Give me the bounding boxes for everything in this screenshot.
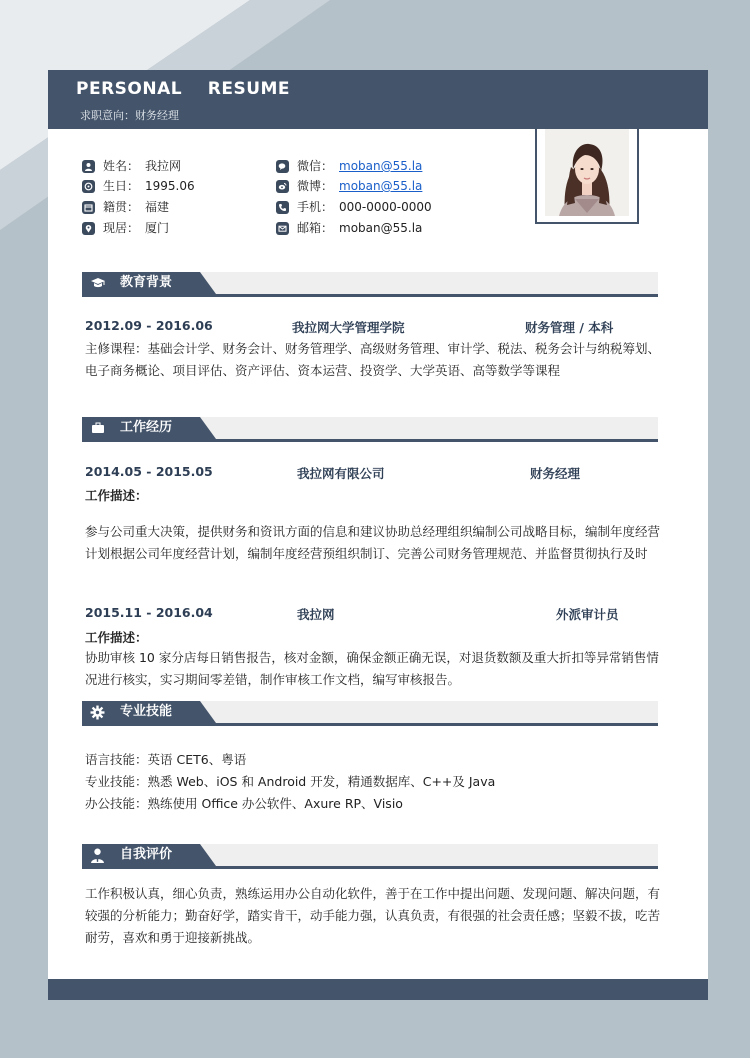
gear-icon [90, 705, 105, 720]
section-title: 教育背景 [120, 275, 173, 290]
info-weibo [276, 178, 422, 194]
person-icon [82, 160, 95, 173]
phone-icon [276, 201, 289, 214]
job-intent-label: 求职意向： [80, 109, 135, 122]
education-row [85, 318, 645, 336]
info-wechat [276, 158, 422, 174]
section-title: 专业技能 [120, 704, 173, 719]
education-period: 2012.09 - 2016.06 [85, 318, 213, 333]
info-value: 我拉网 [145, 159, 182, 173]
info-name [82, 158, 181, 174]
section-header-education [82, 272, 658, 296]
weibo-link[interactable]: moban@55.la [339, 179, 423, 193]
info-label: 姓名： [103, 159, 140, 173]
info-label: 手机： [297, 200, 334, 214]
job-period: 2015.11 - 2016.04 [85, 605, 213, 620]
info-email [276, 220, 422, 236]
job-desc: 参与公司重大决策，提供财务和资讯方面的信息和建议协助总经理组织编制公司战略目标，编制年度经营计划根据公司年度经营计划，编制年度经营预组织制订、完善公司财务管理规范、并监督贯彻执行及时 [85, 524, 661, 561]
info-birthday [82, 178, 195, 194]
skill-item: 语言技能：英语 CET6、粤语 [85, 752, 247, 767]
skill-item: 专业技能：熟悉 Web、iOS 和 Android 开发，精通数据库、C++及 Java [85, 774, 496, 789]
job-position: 财务经理 [530, 466, 581, 481]
section-header-work [82, 417, 658, 441]
skill-item: 办公技能：熟练使用 Office 办公软件、Axure RP、Visio [85, 796, 403, 811]
job-intent [80, 107, 179, 123]
info-label: 籍贯： [103, 200, 140, 214]
clock-icon [82, 180, 95, 193]
job-company: 我拉网 [297, 607, 335, 622]
section-header-self [82, 844, 658, 868]
info-label: 微博： [297, 179, 334, 193]
calendar-icon [82, 201, 95, 214]
job-desc-label: 工作描述： [85, 488, 148, 503]
profile-photo [545, 129, 629, 216]
info-value: 福建 [145, 200, 170, 214]
location-icon [82, 222, 95, 235]
info-residence [82, 220, 169, 236]
self-evaluation: 工作积极认真，细心负责，熟练运用办公自动化软件，善于在工作中提出问题、发现问题、解决问题，有较强的分析能力；勤奋好学，踏实肯干，动手能力强，认真负责，有很强的社会责任感；坚毅不拔，吃苦耐劳，喜欢和勇于迎接新挑战。 [85, 886, 661, 945]
briefcase-icon [90, 421, 106, 435]
user-tie-icon [90, 848, 105, 863]
section-header-skills [82, 701, 658, 725]
footer-bar [48, 979, 708, 1000]
job-row [85, 605, 645, 623]
info-hometown [82, 199, 169, 215]
info-phone [276, 199, 432, 215]
education-school: 我拉网大学管理学院 [292, 320, 405, 335]
job-period: 2014.05 - 2015.05 [85, 464, 213, 479]
section-title: 自我评价 [120, 847, 173, 862]
job-company: 我拉网有限公司 [297, 466, 385, 481]
wechat-icon [276, 160, 289, 173]
education-courses: 主修课程：基础会计学、财务会计、财务管理学、高级财务管理、审计学、税法、税务会计与纳税筹划、电子商务概论、项目评估、资产评估、资本运营、投资学、大学英语、高等数学等课程 [85, 341, 661, 378]
section-title: 工作经历 [120, 420, 173, 435]
education-major: 财务管理 / 本科 [525, 320, 614, 335]
job-row [85, 464, 645, 482]
resume-title: PERSONAL RESUME [76, 79, 291, 99]
job-desc-label: 工作描述： [85, 630, 148, 645]
info-value: moban@55.la [339, 221, 423, 235]
photo-frame [535, 129, 639, 224]
graduation-cap-icon [90, 276, 106, 290]
info-label: 微信： [297, 159, 334, 173]
wechat-link[interactable]: moban@55.la [339, 159, 423, 173]
info-value: 厦门 [145, 221, 170, 235]
job-position: 外派审计员 [556, 607, 619, 622]
resume-page [48, 70, 708, 1000]
mail-icon [276, 222, 289, 235]
info-label: 邮箱： [297, 221, 334, 235]
header-bar [48, 70, 708, 129]
weibo-icon [276, 180, 289, 193]
job-intent-value: 财务经理 [135, 109, 179, 122]
job-desc: 协助审核 10 家分店每日销售报告，核对金额，确保金额正确无误，对退货数额及重大折扣等异常销售情况进行核实，实习期间零差错，制作审核工作文档，编写审核报告。 [85, 650, 659, 687]
info-label: 现居： [103, 221, 140, 235]
info-value: 1995.06 [145, 179, 195, 193]
info-value: 000-0000-0000 [339, 200, 432, 214]
info-label: 生日： [103, 179, 140, 193]
